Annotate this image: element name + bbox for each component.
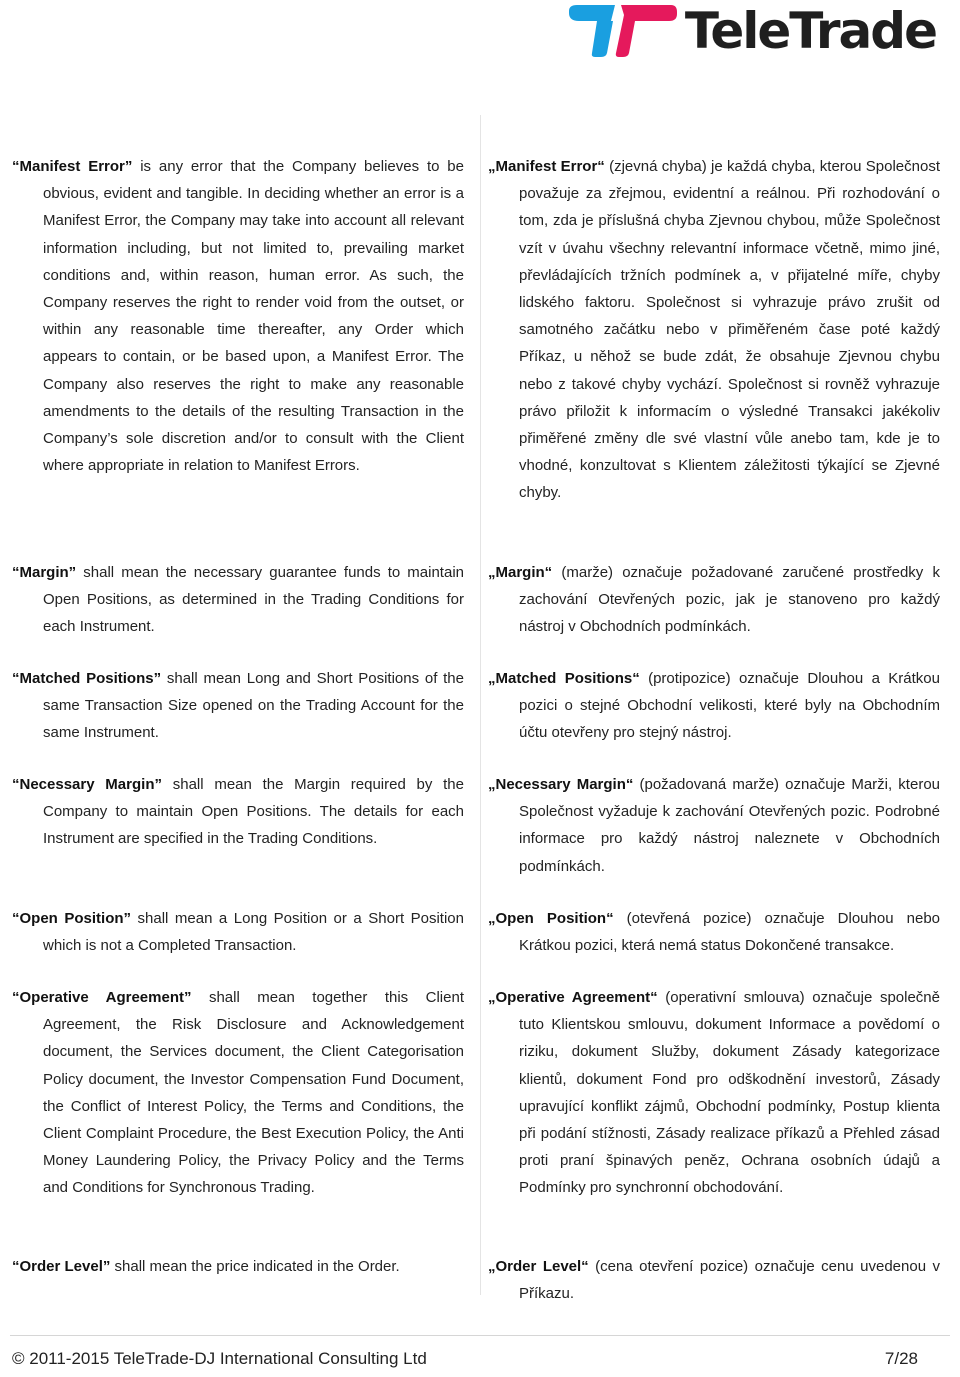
term: “Operative Agreement” xyxy=(12,989,192,1006)
term: „Manifest Error“ xyxy=(488,158,605,175)
definition-matched-positions-cs xyxy=(488,665,940,747)
definition-margin-en xyxy=(12,559,464,641)
definition-necessary-margin-cs xyxy=(488,771,940,880)
logo-text: TeleTrade xyxy=(684,2,936,60)
page-footer xyxy=(12,1349,918,1377)
term: „Order Level“ xyxy=(488,1258,589,1275)
term: „Operative Agreement“ xyxy=(488,989,658,1006)
definition-text: (marže) označuje požadované zaručené prostředky k zachování Otevřených pozic, jak je stanoveno pro každý nástroj v Obchodních podmínkách. xyxy=(519,564,940,636)
term: „Open Position“ xyxy=(488,910,614,927)
definition-manifest-error-en xyxy=(12,153,464,479)
teletrade-logo xyxy=(567,0,936,62)
term: “Matched Positions” xyxy=(12,670,162,687)
term: “Open Position” xyxy=(12,910,132,927)
definition-matched-positions-en xyxy=(12,665,464,747)
definition-open-position-cs xyxy=(488,905,940,959)
definition-text: (protipozice) označuje Dlouhou a Krátkou pozici o stejné Obchodní velikosti, které byly na Obchodním účtu otevřeny pro stejný nástroj. xyxy=(519,670,940,742)
definition-text: (otevřená pozice) označuje Dlouhou nebo Krátkou pozici, která nemá status Dokončené transakce. xyxy=(519,910,941,955)
column-divider xyxy=(480,115,481,1295)
definition-text: shall mean a Long Position or a Short Position which is not a Completed Transaction. xyxy=(43,910,464,955)
definition-text: shall mean the Margin required by the Company to maintain Open Positions. The details for each Instrument are specified in the Trading Conditions. xyxy=(43,776,464,848)
copyright-text: © 2011-2015 TeleTrade-DJ International Consulting Ltd xyxy=(12,1349,427,1368)
definition-text: shall mean together this Client Agreement, the Risk Disclosure and Acknowledgement document, the Services document, the Client Categorisation Policy document, the Investor Compensation Fund Document, the Conflict of Interest Policy, the Terms and Conditions, the Client Complaint Procedure, the Best Execution Policy, the Anti Money Laundering Policy, the Privacy Policy and the Terms and Conditions for Synchronous Trading. xyxy=(43,989,464,1197)
term: „Margin“ xyxy=(488,564,553,581)
definition-text: (operativní smlouva) označuje společně tuto Klientskou smlouvu, dokument Informace a povědomí o riziku, dokument Služby, dokument Zásady kategorizace klientů, dokument Fond pro odškodnění investorů, Zásady upravující konflikt zájmů, Obchodní podmínky, Postup klienta při podání stížnosti, Zásady realizace příkazů a Přehled zásad proti praní špinavých peněz, Ochrana osobních údajů a Podmínky pro synchronní obchodování. xyxy=(519,989,940,1197)
term: „Necessary Margin“ xyxy=(488,776,634,793)
definition-text: is any error that the Company believes to be obvious, evident and tangible. In deciding whether an error is a Manifest Error, the Company may take into account all relevant information including, but not limited to, prevailing market conditions and, within reason, human error. As such, the Company reserves the right to render void from the outset, or within any reasonable time thereafter, any Order which appears to contain, or be based upon, a Manifest Error. The Company also reserves the right to make any reasonable amendments to the details of the resulting Transaction in the Company’s sole discretion and/or to consult with the Client where appropriate in relation to Manifest Errors. xyxy=(43,158,464,475)
definition-order-level-en xyxy=(12,1253,464,1280)
definition-text: shall mean the price indicated in the Order. xyxy=(110,1258,400,1275)
page-header xyxy=(0,0,960,70)
definition-text: (zjevná chyba) je každá chyba, kterou Společnost považuje za zřejmou, evidentní a reálnou. Při rozhodování o tom, zda je příslušná chyba Zjevnou chybou, může Společnost vzít v úvahu všechny relevantní informace včetně, mimo jiné, převládajících tržních podmínek a, v přijatelné míře, chyby lidského faktoru. Společnost si vyhrazuje právo zrušit od samotného začátku nebo v přiměřeném čase poté každý Příkaz, u něhož se bude zdát, že obsahuje Zjevnou chybu nebo z takové chyby vychází. Společnost si rovněž vyhrazuje právo přiložit k informacím o výsledné Transakci jakékoliv přiměřené změny dle své vlastní vůle anebo tam, kde je to vhodné, konzultovat s Klientem záležitosti týkající se Zjevné chyby. xyxy=(519,158,940,502)
term: “Manifest Error” xyxy=(12,158,133,175)
term: „Matched Positions“ xyxy=(488,670,640,687)
definition-open-position-en xyxy=(12,905,464,959)
term: “Necessary Margin” xyxy=(12,776,162,793)
definition-operative-agreement-en xyxy=(12,984,464,1202)
definition-text: shall mean Long and Short Positions of the same Transaction Size opened on the Trading Account for the same Instrument. xyxy=(43,670,464,742)
definition-order-level-cs xyxy=(488,1253,940,1307)
definition-text: shall mean the necessary guarantee funds to maintain Open Positions, as determined in the Trading Conditions for each Instrument. xyxy=(43,564,464,636)
term: “Margin” xyxy=(12,564,77,581)
definition-margin-cs xyxy=(488,559,940,641)
footer-divider xyxy=(10,1335,950,1336)
page-number: 7/28 xyxy=(884,1349,918,1368)
definition-text: (cena otevření pozice) označuje cenu uvedenou v Příkazu. xyxy=(519,1258,941,1303)
definition-operative-agreement-cs xyxy=(488,984,940,1202)
definition-manifest-error-cs xyxy=(488,153,940,507)
term: “Order Level” xyxy=(12,1258,111,1275)
definition-necessary-margin-en xyxy=(12,771,464,853)
definition-text: (požadovaná marže) označuje Marži, kterou Společnost vyžaduje k zachování Otevřených pozic. Podrobné informace pro každý nástroj naleznete v Obchodních podmínkách. xyxy=(519,776,940,875)
teletrade-logo-mark-icon xyxy=(567,3,679,59)
